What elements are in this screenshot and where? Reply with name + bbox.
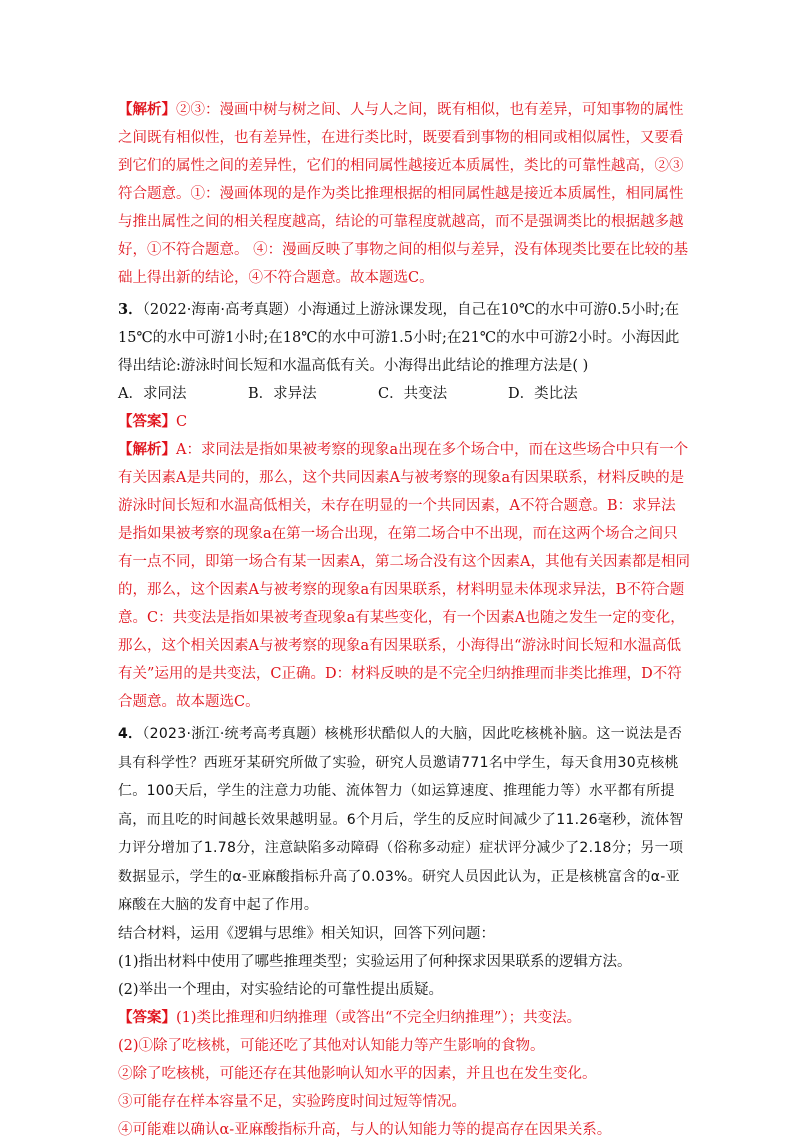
answer-line: (1)类比推理和归纳推理（或答出“不完全归纳推理”）；共变法。 xyxy=(176,1009,582,1026)
sub-question-1: (1)指出材料中使用了哪些推理类型；实验运用了何种探求因果联系的逻辑方法。 xyxy=(118,953,632,970)
answer-line: ④可能难以确认α-亚麻酸指标升高，与人的认知能力等的提高存在因果关系。 xyxy=(118,1121,612,1138)
question-number: 3． xyxy=(118,301,143,318)
analysis-text: ②③：漫画中树与树之间、人与人之间，既有相似，也有差异，可知事物的属性之间既有相似性，也有差异性，在进行类比时，既要看到事物的相同或相似属性，又要看到它们的属性之间的差异性，它们的相同属性越接近本质属性，类比的可靠性越高，②③符合题意。①：漫画体现的是作为类比推理根据的相同属性越是接近本质属性，相同属性与推出属性之间的相关程度越高，结论的可靠程度就越高，而不是强调类比的根据越多越好，①不符合题意。 ④：漫画反映了事物之间的相似与差异，没有体现类比要在比较的基础上得出新的结论，④不符合题意。故本题选C。 xyxy=(118,102,689,286)
option-d: D．类比法 xyxy=(508,386,578,402)
analysis-tag: 【解析】 xyxy=(118,101,176,118)
prompt-text: 结合材料，运用《逻辑与思维》相关知识，回答下列问题： xyxy=(118,925,495,942)
question-text: （2022·海南·高考真题）小海通过上游泳课发现，自己在10℃的水中可游0.5小时;在15℃的水中可游1小时;在18℃的水中可游1.5小时;在21℃的水中可游2小时。小海因此得出结论:游泳时间长短和水温高低有关。小海得出此结论的推理方法是( ) xyxy=(118,302,680,374)
q4-prompt xyxy=(118,920,690,1004)
answer-tag: 【答案】 xyxy=(118,413,176,430)
question-3 xyxy=(118,296,690,380)
answer-line: (2)①除了吃核桃，可能还吃了其他对认知能力等产生影响的食物。 xyxy=(118,1037,545,1054)
q2-analysis xyxy=(118,96,690,292)
q3-analysis xyxy=(118,436,690,716)
question-text: （2023·浙江·统考高考真题）核桃形状酷似人的大脑，因此吃核桃补脑。这一说法是否具有科学性？西班牙某研究所做了实验，研究人员邀请771名中学生，每天食用30克核桃仁。100天后，学生的注意力功能、流体智力（如运算速度、推理能力等）水平都有所提高，而且吃的时间越长效果越明显。6个月后，学生的反应时间减少了11.26毫秒，流体智力评分增加了1.78分，注意缺陷多动障碍（俗称多动症）症状评分减少了2.18分；另一项数据显示，学生的α-亚麻酸指标升高了0.03%。研究人员因此认为，正是核桃富含的α-亚麻酸在大脑的发育中起了作用。 xyxy=(118,726,684,913)
question-4 xyxy=(118,720,690,920)
option-a: A．求同法 xyxy=(118,386,187,402)
option-c: C．共变法 xyxy=(378,386,448,402)
q4-answer xyxy=(118,1004,690,1144)
analysis-tag: 【解析】 xyxy=(118,441,176,458)
document-page xyxy=(118,96,690,1144)
option-b: B．求异法 xyxy=(248,386,317,402)
answer-line: ③可能存在样本容量不足，实验跨度时间过短等情况。 xyxy=(118,1093,466,1110)
analysis-text: A：求同法是指如果被考察的现象a出现在多个场合中，而在这些场合中只有一个有关因素A是共同的，那么，这个共同因素A与被考察的现象a有因果联系，材料反映的是游泳时间长短和水温高低相关，未存在明显的一个共同因素，A不符合题意。B：求异法是指如果被考察的现象a在第一场合出现，在第二场合中不出现，而在这两个场合之间只有一点不同，即第一场合有某一因素A，第二场合没有这个因素A，其他有关因素都是相同的，那么，这个因素A与被考察的现象a有因果联系，材料明显未体现求异法，B不符合题意。C：共变法是指如果被考查现象a有某些变化，有一个因素A也随之发生一定的变化，那么，这个相关因素A与被考察的现象a有因果联系，小海得出“游泳时间长短和水温高低有关”运用的是共变法，C正确。D：材料反映的是不完全归纳推理而非类比推理，D不符合题意。故本题选C。 xyxy=(118,442,690,710)
answer-line: ②除了吃核桃，可能还存在其他影响认知水平的因素，并且也在发生变化。 xyxy=(118,1065,597,1082)
q3-answer xyxy=(118,408,690,436)
sub-question-2: (2)举出一个理由，对实验结论的可靠性提出质疑。 xyxy=(118,981,444,998)
answer-tag: 【答案】 xyxy=(118,1008,176,1026)
question-number: 4． xyxy=(118,726,143,742)
answer-text: C xyxy=(176,414,188,430)
q3-options xyxy=(118,380,690,408)
